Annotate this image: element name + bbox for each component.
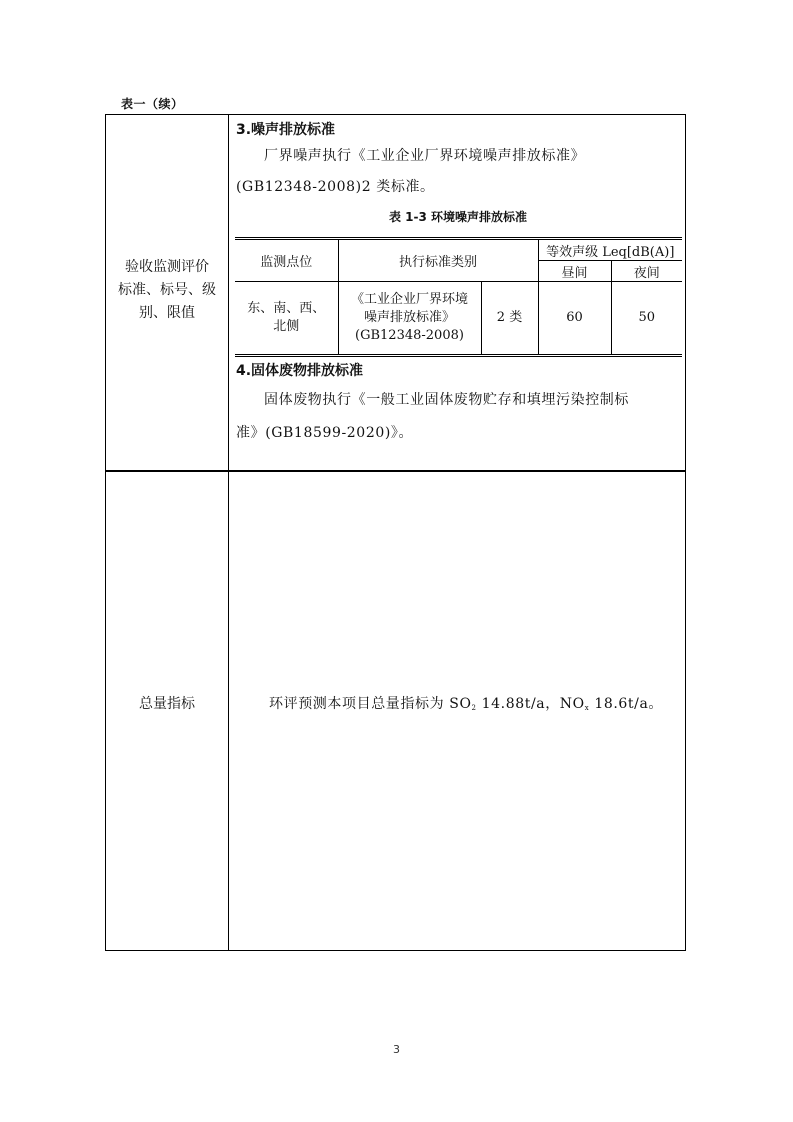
header-night: 夜间 xyxy=(611,261,682,282)
quota-prefix: 环评预测本项目总量指标为 SO xyxy=(269,696,472,712)
noise-paragraph-line2: (GB12348-2008)2 类标准。 xyxy=(236,179,435,195)
column-divider xyxy=(228,115,229,950)
table-row xyxy=(235,282,682,356)
cell-line: 东、南、西、 xyxy=(247,301,326,316)
so2-value: 14.88t/a，NO xyxy=(476,696,585,712)
cell-location xyxy=(235,282,338,356)
cell-standard xyxy=(338,282,481,356)
cell-line: (GB12348-2008) xyxy=(355,328,464,343)
cell-night-limit: 50 xyxy=(611,282,682,356)
row-label-standards xyxy=(106,256,228,325)
page-number: 3 xyxy=(393,1043,400,1056)
noise-table-caption: 表 1-3 环境噪声排放标准 xyxy=(388,210,528,224)
section-title-solid-waste: 4.固体废物排放标准 xyxy=(236,363,364,379)
cell-line: 《工业企业厂界环境 xyxy=(350,292,468,307)
header-day: 昼间 xyxy=(538,261,611,282)
total-quota-text xyxy=(269,693,663,713)
label-line: 别、限值 xyxy=(139,305,195,321)
solid-waste-paragraph-line2: 准》(GB18599-2020)》。 xyxy=(236,425,414,441)
nox-subscript: x xyxy=(584,704,590,712)
so2-subscript: 2 xyxy=(471,704,477,712)
row-label-total-quota: 总量指标 xyxy=(139,696,195,712)
section-title-noise: 3.噪声排放标准 xyxy=(236,122,336,138)
label-line: 标准、标号、级 xyxy=(118,282,216,298)
solid-waste-paragraph-line1: 固体废物执行《一般工业固体废物贮存和填埋污染控制标 xyxy=(264,392,629,408)
header-standard-category: 执行标准类别 xyxy=(338,239,538,282)
cell-line: 噪声排放标准》 xyxy=(363,310,455,325)
noise-standard-table xyxy=(235,237,682,357)
header-location: 监测点位 xyxy=(235,239,338,282)
header-leq: 等效声级 Leq[dB(A)] xyxy=(538,239,682,261)
cell-line: 北侧 xyxy=(273,319,300,334)
cell-class: 2 类 xyxy=(481,282,538,356)
row-divider xyxy=(106,470,685,472)
standards-table xyxy=(105,114,686,951)
table-continued-label: 表一（续） xyxy=(121,97,184,111)
table-header-row xyxy=(235,239,682,261)
noise-paragraph-line1: 厂界噪声执行《工业企业厂界环境噪声排放标准》 xyxy=(264,148,586,164)
cell-day-limit: 60 xyxy=(538,282,611,356)
label-line: 验收监测评价 xyxy=(125,259,209,275)
nox-value: 18.6t/a。 xyxy=(589,696,664,712)
